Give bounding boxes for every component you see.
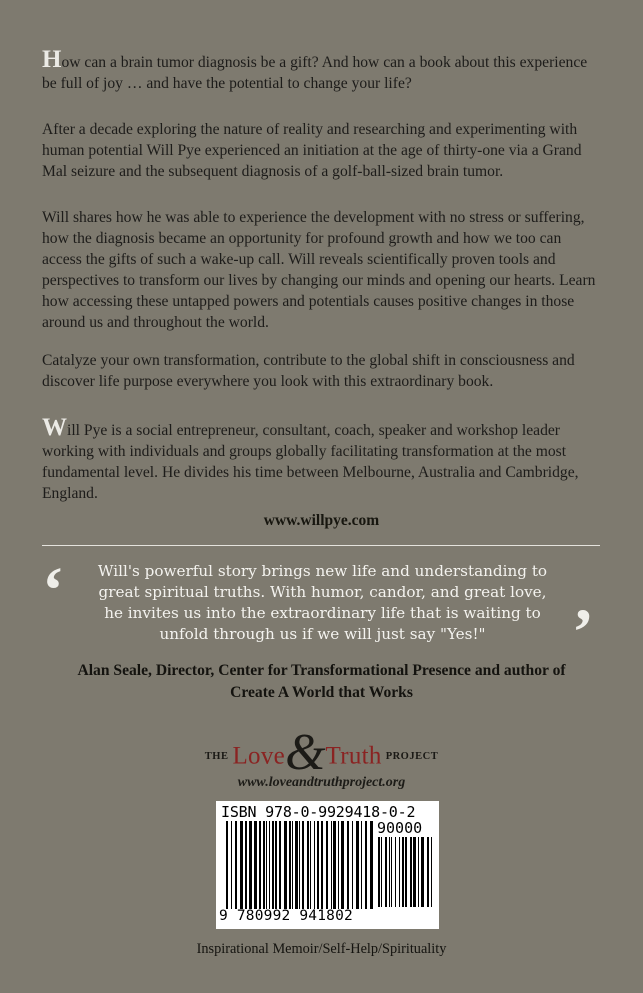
barcode-stripe xyxy=(269,821,270,909)
barcode-stripe xyxy=(326,821,328,909)
logo-word-truth: Truth xyxy=(325,742,382,770)
barcode-stripe xyxy=(314,821,315,909)
barcode-stripe xyxy=(302,821,304,909)
testimonial-attribution: Alan Seale, Director, Center for Transformational Presence and author of Create A World that Works xyxy=(77,662,566,701)
barcode-stripe xyxy=(254,821,257,909)
logo-word-love: Love xyxy=(232,742,286,770)
barcode-stripe xyxy=(245,821,247,909)
barcode-stripe xyxy=(275,821,277,909)
logo-prefix: THE xyxy=(204,751,229,762)
author-bio-text: ill Pye is a social entrepreneur, consultant, coach, speaker and workshop leader working with individuals and groups globally facilitating transformation at the most fundamental level. He divides his time between Melbourne, Australia and Cambridge, England. xyxy=(42,422,579,502)
barcode-stripe xyxy=(279,821,281,909)
barcode-stripe xyxy=(399,837,400,907)
barcode-stripe xyxy=(381,837,382,907)
barcode-stripe xyxy=(361,821,362,909)
open-quote-mark: ‘ xyxy=(42,554,64,627)
close-quote-mark: ’ xyxy=(572,596,594,669)
barcode-stripe xyxy=(266,821,267,909)
barcode-stripe xyxy=(385,837,387,907)
barcode-stripe xyxy=(240,821,243,909)
barcode-stripe xyxy=(395,837,396,907)
divider xyxy=(42,545,600,546)
barcode-stripe xyxy=(317,821,319,909)
barcode-stripe xyxy=(331,821,332,909)
ean-digits: 9 780992 941802 xyxy=(219,908,353,924)
barcode-stripe xyxy=(389,837,390,907)
barcode-stripe xyxy=(272,821,274,909)
intro-paragraph xyxy=(42,46,602,94)
author-website-link[interactable]: www.willpye.com xyxy=(263,512,380,529)
barcode-stripe xyxy=(410,837,412,907)
price-code: 90000 xyxy=(377,819,423,837)
barcode-stripe xyxy=(333,821,336,909)
intro-text: ow can a brain tumor diagnosis be a gift? And how can a book about this experience be full of joy … and have the potential to change your life? xyxy=(42,54,588,92)
isbn-barcode xyxy=(216,801,439,929)
addon-barcode-bars xyxy=(378,837,432,907)
barcode-stripe xyxy=(289,821,291,909)
barcode-stripe xyxy=(321,821,323,909)
barcode-stripe xyxy=(402,837,404,907)
barcode-stripe xyxy=(352,821,353,909)
barcode-stripe xyxy=(263,821,265,909)
barcode-stripe xyxy=(370,821,373,909)
barcode-stripe xyxy=(259,821,261,909)
logo-ampersand: & xyxy=(285,724,326,781)
barcode-stripe xyxy=(356,821,359,909)
barcode-stripe xyxy=(307,821,309,909)
barcode-stripe xyxy=(310,821,311,909)
logo-suffix: PROJECT xyxy=(385,751,439,762)
isbn-label: ISBN 978-0-9929418-0-2 xyxy=(221,803,416,821)
barcode-stripe xyxy=(421,837,424,907)
barcode-stripe xyxy=(299,821,300,909)
body-paragraph-3: Catalyze your own transformation, contribute to the global shift in consciousness and discover life purpose everywhere you look with this extraordinary book. xyxy=(42,352,575,390)
barcode-stripe xyxy=(284,821,287,909)
body-paragraph-2: Will shares how he was able to experience the development with no stress or suffering, how the diagnosis became an opportunity for profound growth and how we too can access the gifts of such a wake-up call. Will reveals scientifically proven tools and perspectives to transform our lives by changing our minds and opening our hearts. Learn how accessing these untapped powers and potentials causes positive changes in those around us and throughout the world. xyxy=(42,209,596,331)
barcode-stripe xyxy=(418,837,419,907)
barcode-stripe xyxy=(391,837,392,907)
barcode-stripe xyxy=(231,821,232,909)
body-paragraph-1: After a decade exploring the nature of reality and researching and experimenting with human potential Will Pye experienced an initiation at the age of thirty-one via a Grand Mal seizure and the subsequent diagnosis of a golf-ball-sized brain tumor. xyxy=(42,121,582,180)
author-bio xyxy=(42,414,602,504)
barcode-stripe xyxy=(431,837,432,907)
barcode-stripe xyxy=(226,821,228,909)
barcode-stripe xyxy=(347,821,349,909)
barcode-stripe xyxy=(413,837,416,907)
barcode-stripe xyxy=(295,821,298,909)
barcode-stripe xyxy=(249,821,252,909)
barcode-bars xyxy=(226,821,374,909)
publisher-website-link[interactable]: www.loveandtruthproject.org xyxy=(237,775,406,790)
barcode-stripe xyxy=(365,821,367,909)
barcode-stripe xyxy=(341,821,344,909)
book-category: Inspirational Memoir/Self-Help/Spirituality xyxy=(196,941,447,957)
dropcap-w: W xyxy=(42,414,67,441)
barcode-stripe xyxy=(427,837,429,907)
testimonial-quote: Will's powerful story brings new life and understanding to great spiritual truths. With humor, candor, and great love, he invites us into the extraordinary life that is waiting to unfold through us if we will just say "Yes!" xyxy=(97,562,548,643)
barcode-stripe xyxy=(378,837,380,907)
barcode-stripe xyxy=(292,821,293,909)
barcode-stripe xyxy=(338,821,339,909)
dropcap-h: H xyxy=(42,46,62,73)
barcode-stripe xyxy=(235,821,237,909)
publisher-logo xyxy=(0,724,643,781)
barcode-stripe xyxy=(405,837,407,907)
